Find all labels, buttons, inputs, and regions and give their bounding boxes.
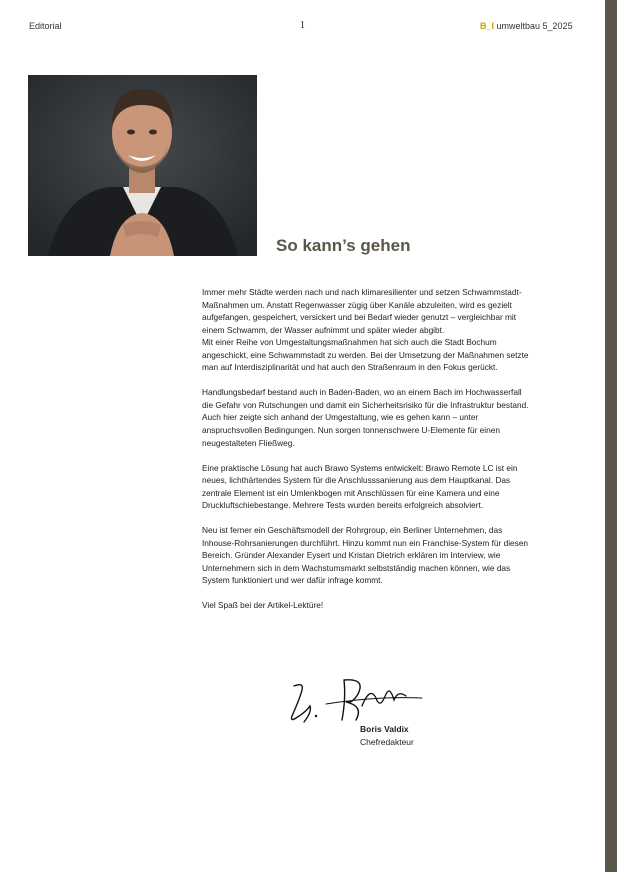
paragraph: Viel Spaß bei der Artikel-Lektüre! — [202, 600, 324, 611]
publication-brand: B_I — [480, 21, 495, 31]
editor-portrait-photo — [28, 75, 257, 256]
paragraph: Mit einer Reihe von Umgestaltungsmaßnahmen hat sich auch die Stadt Bochum angeschickt, eine Schwammstadt zu werden. Bei der Umsetzung der Maßnahmen setzte man auf Interdisziplinarität und hat auch den Straßenraum in den Fokus gerückt. — [202, 337, 529, 373]
paragraph: Neu ist ferner ein Geschäftsmodell der Rohrgroup, ein Berliner Unternehmen, das Inhouse-Rohrsanierungen durchführt. Hinzu kommt nun ein Franchise-System für diesen Bereich. Gründer Alexander Eysert und Kristan Dietrich erklären im Interview, wie Unternehmern sich in dem Wachstumsmarkt selbstständig machen können, wie das System funktioniert und wer dafür infrage kommt. — [202, 525, 529, 586]
article-title: So kann’s gehen — [276, 236, 411, 255]
author-role: Chefredakteur — [360, 737, 414, 747]
page-edge-strip — [605, 0, 617, 872]
section-label: Editorial — [29, 21, 62, 31]
publication-issue: umweltbau 5_2025 — [494, 21, 573, 31]
paragraph: Handlungsbedarf bestand auch in Baden-Baden, wo an einem Bach im Hochwasserfall die Gefahr von Rutschungen und damit ein Sicherheitsrisiko für die Infrastruktur bestand. Auch hier zeigte sich anhand der Umgestaltung, wie es gehen kann – unter anspruchsvollen Bedingungen. Nun sorgen tonnenschwere U-Elemente für einen neugestalteten Fließweg. — [202, 387, 529, 448]
publication-label — [480, 21, 573, 31]
editorial-body — [202, 286, 532, 625]
page-number: 1 — [300, 20, 305, 31]
author-name: Boris Valdix — [360, 724, 409, 734]
handwritten-signature — [286, 676, 426, 728]
paragraph: Immer mehr Städte werden nach und nach klimaresilienter und setzen Schwammstadt-Maßnahmen um. Anstatt Regenwasser zügig über Kanäle abzuleiten, wird es gezielt aufgefangen, gespeichert, versickert und bei Bedarf wieder genutzt – vergleichbar mit einem Schwamm, der Wasser aufnimmt und später wieder abgibt. — [202, 287, 522, 335]
paragraph: Eine praktische Lösung hat auch Brawo Systems entwickelt: Brawo Remote LC ist ein neues, lichthärtendes System für die Anschlusssanierung aus dem Hauptkanal. Das zentrale Element ist ein Umlenkbogen mit Anschlüssen für eine Kamera und eine Druckluftschiebestange. Mehrere Tests wurden bereits erfolgreich absolviert. — [202, 462, 518, 511]
